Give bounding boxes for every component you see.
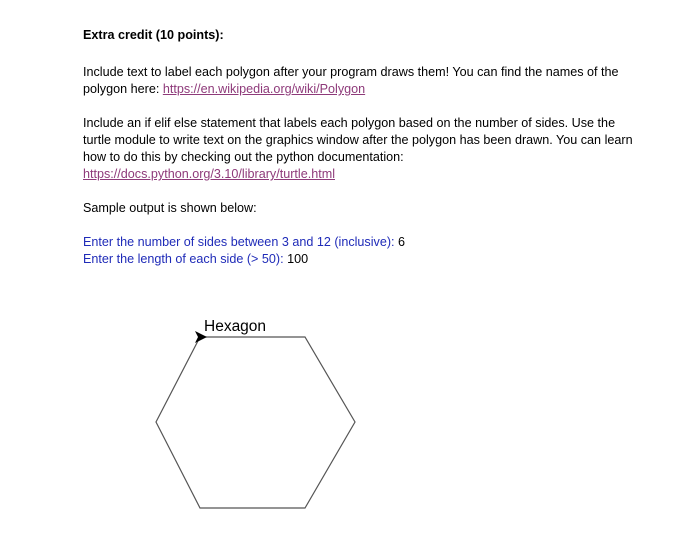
polygon-name-label: Hexagon [204, 318, 267, 335]
paragraph-label-instructions-text: Include text to label each polygon after your program draws them! You can find the names of the polygon here: [83, 65, 619, 96]
sample-output-intro: Sample output is shown below: [83, 201, 257, 215]
document-body [83, 27, 643, 268]
wikipedia-polygon-link[interactable]: https://en.wikipedia.org/wiki/Polygon [162, 82, 366, 96]
paragraph-if-elif-text: Include an if elif else statement that labels each polygon based on the number of sides. Use the turtle module to write text on the graphics window after the polygon has been drawn. You can learn how to do this by checking out the python documentation: [83, 116, 633, 164]
paragraph-if-elif-instructions [83, 115, 643, 183]
paragraph-label-instructions [83, 64, 643, 98]
console-line [83, 251, 643, 268]
console-answer: 100 [287, 252, 309, 266]
section-heading: Extra credit (10 points): [83, 28, 224, 42]
python-turtle-docs-link[interactable]: https://docs.python.org/3.10/library/turtle.html [83, 167, 335, 181]
console-line [83, 234, 643, 251]
console-prompt: Enter the number of sides between 3 and 12 (inclusive): [83, 235, 399, 249]
sample-console-output [83, 234, 643, 268]
turtle-output-figure [140, 310, 380, 525]
hexagon-shape [156, 337, 355, 508]
console-prompt: Enter the length of each side (> 50): [83, 252, 288, 266]
console-answer: 6 [398, 235, 406, 249]
hexagon-drawing [140, 310, 380, 525]
